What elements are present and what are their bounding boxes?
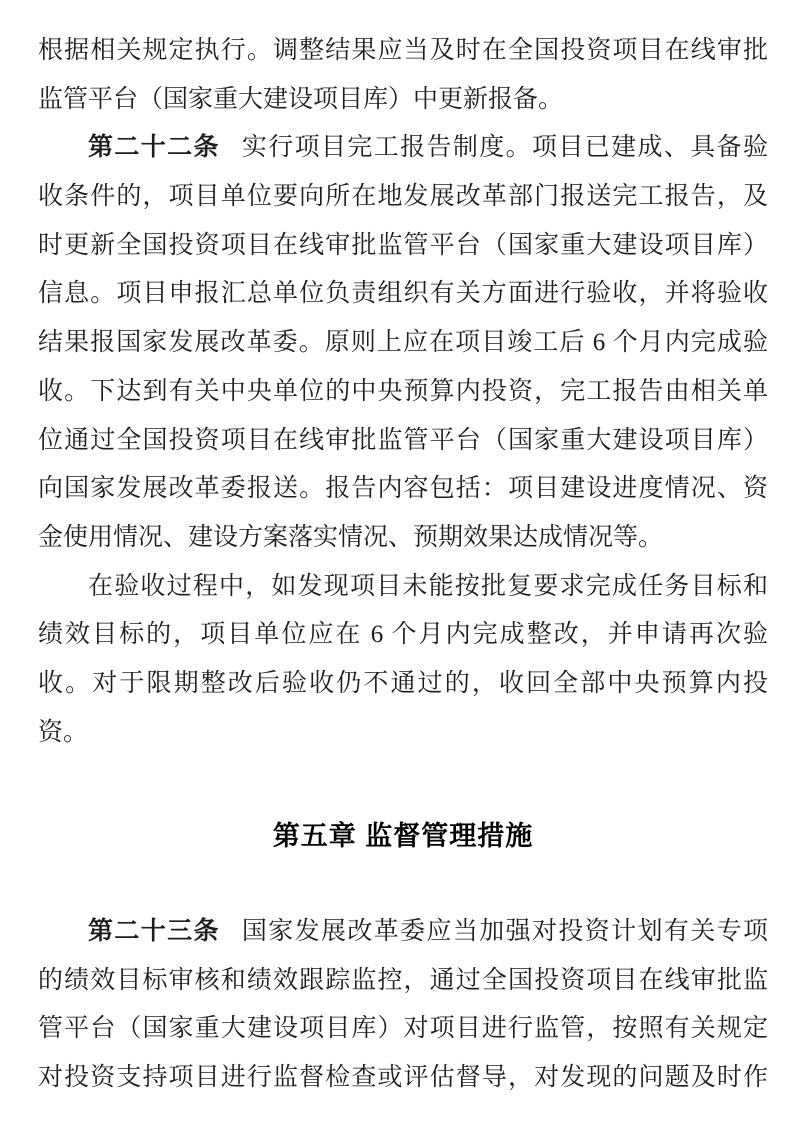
text-line xyxy=(38,222,768,271)
article-number: 第二十三条 xyxy=(88,918,220,946)
text-run: 管平台（国家重大建设项目库）对项目进行监管，按照有关规定 xyxy=(38,1015,768,1043)
text-line xyxy=(38,124,768,173)
text-run: 资。 xyxy=(38,718,89,746)
text-line xyxy=(38,173,768,222)
text-run: 的绩效目标审核和绩效跟踪监控，通过全国投资项目在线审批监 xyxy=(38,966,768,994)
text-run: 收。对于限期整改后验收仍不通过的，收回全部中央预算内投 xyxy=(38,669,768,697)
text-line xyxy=(38,319,768,368)
text-run: 收。下达到有关中央单位的中央预算内投资，完工报告由相关单 xyxy=(38,377,768,405)
text-run: 信息。项目申报汇总单位负责组织有关方面进行验收，并将验收 xyxy=(38,280,768,308)
text-line xyxy=(38,660,768,709)
document-body xyxy=(38,27,768,1103)
text-run: 实行项目完工报告制度。项目已建成、具备验 xyxy=(241,134,768,162)
text-line xyxy=(38,27,768,76)
text-line xyxy=(38,908,768,957)
text-line xyxy=(38,368,768,417)
text-run: 在验收过程中，如发现项目未能按批复要求完成任务目标和 xyxy=(88,572,768,600)
text-line xyxy=(38,563,768,612)
article-number: 第二十二条 xyxy=(88,134,220,162)
text-run: 位通过全国投资项目在线审批监管平台（国家重大建设项目库） xyxy=(38,426,768,454)
text-run: 时更新全国投资项目在线审批监管平台（国家重大建设项目库） xyxy=(38,231,768,259)
text-run: 向国家发展改革委报送。报告内容包括：项目建设进度情况、资 xyxy=(38,475,768,503)
chapter-heading: 第五章 监督管理措施 xyxy=(272,821,534,852)
text-line xyxy=(38,1054,768,1103)
text-run: 绩效目标的，项目单位应在 6 个月内完成整改，并申请再次验 xyxy=(38,621,768,649)
text-line xyxy=(38,270,768,319)
text-line xyxy=(38,1005,768,1054)
text-run: 国家发展改革委应当加强对投资计划有关专项 xyxy=(241,918,768,946)
text-run: 对投资支持项目进行监督检查或评估督导，对发现的问题及时作 xyxy=(38,1064,768,1092)
text-run: 监管平台（国家重大建设项目库）中更新报备。 xyxy=(38,85,564,113)
text-line xyxy=(38,417,768,466)
text-run: 结果报国家发展改革委。原则上应在项目竣工后 6 个月内完成验 xyxy=(38,329,768,357)
text-line xyxy=(38,76,768,125)
text-line xyxy=(38,514,768,563)
text-run: 收条件的，项目单位要向所在地发展改革部门报送完工报告，及 xyxy=(38,183,768,211)
text-line xyxy=(38,709,768,758)
text-run: 金使用情况、建设方案落实情况、预期效果达成情况等。 xyxy=(38,523,664,551)
text-run: 根据相关规定执行。调整结果应当及时在全国投资项目在线审批 xyxy=(38,37,768,64)
text-line xyxy=(38,611,768,660)
text-line xyxy=(38,465,768,514)
text-line xyxy=(38,957,768,1006)
